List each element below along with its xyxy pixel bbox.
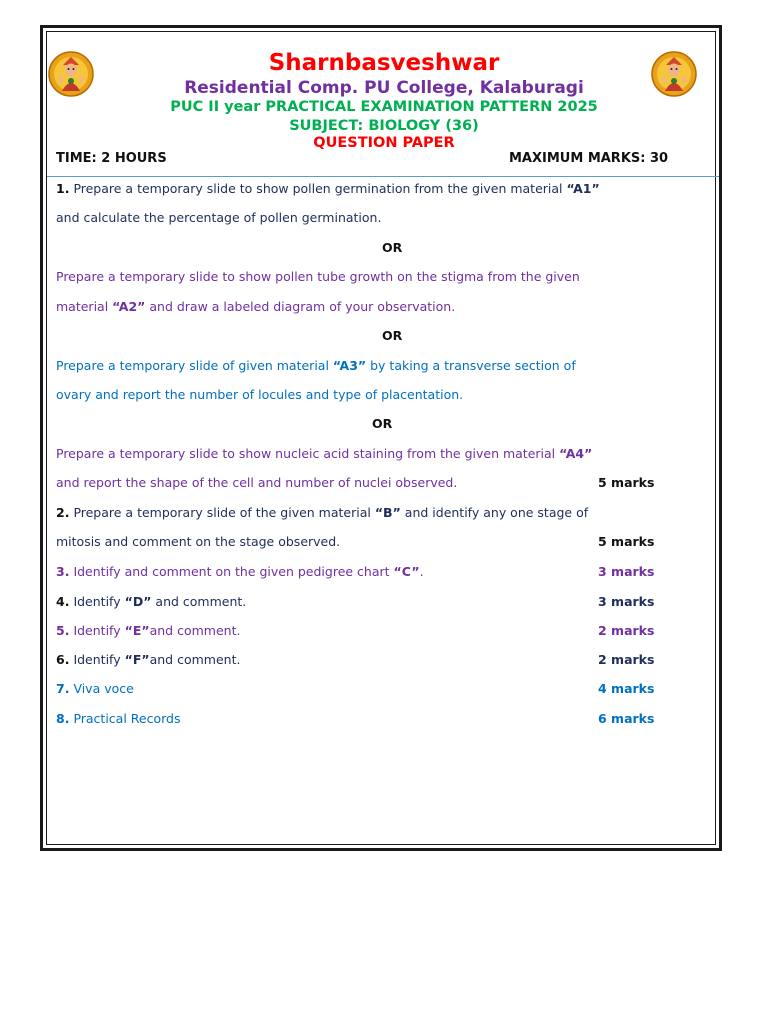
max-marks-label: MAXIMUM MARKS: 30 <box>509 151 669 166</box>
q3-pre: Identify and comment on the given pedigree chart <box>73 564 390 579</box>
q1-a4-code: “A4” <box>559 446 593 461</box>
q7-marks: 4 marks <box>598 681 655 696</box>
q1-a3-line2: ovary and report the number of locules and type of placentation. <box>56 387 464 402</box>
q5-number: 5. <box>56 623 70 638</box>
or-separator-2: OR <box>382 328 403 343</box>
college-subtitle: Residential Comp. PU College, Kalaburagi <box>184 78 584 98</box>
q6-pre: Identify <box>73 652 121 667</box>
paper-title: QUESTION PAPER <box>313 135 455 151</box>
q2-code: “B” <box>374 505 401 520</box>
q1-a1-line1 <box>56 181 600 196</box>
college-title: Sharnbasveshwar <box>268 50 500 76</box>
q1-a2-pre: material <box>56 299 109 314</box>
q1-a2-post: and draw a labeled diagram of your observation. <box>149 299 456 314</box>
q4-pre: Identify <box>73 594 121 609</box>
q2-marks: 5 marks <box>598 534 655 549</box>
or-separator-3: OR <box>372 416 393 431</box>
q2-post: and identify any one stage of <box>404 505 589 520</box>
q2-line2: mitosis and comment on the stage observed. <box>56 534 341 549</box>
header-divider <box>47 176 719 177</box>
q1-a4-line1 <box>56 446 592 461</box>
q2-number: 2. <box>56 505 70 520</box>
q4-line <box>56 594 246 609</box>
q7-number: 7. <box>56 681 70 696</box>
q1-a1-code: “A1” <box>566 181 600 196</box>
q5-marks: 2 marks <box>598 623 655 638</box>
q1-number: 1. <box>56 181 70 196</box>
q8-line <box>56 711 180 726</box>
q7-line <box>56 681 134 696</box>
q1-marks: 5 marks <box>598 475 655 490</box>
q8-text: Practical Records <box>73 711 181 726</box>
q1-a1-text: Prepare a temporary slide to show pollen germination from the given material <box>73 181 563 196</box>
time-label: TIME: 2 HOURS <box>56 151 167 166</box>
or-separator-1: OR <box>382 240 403 255</box>
q3-number: 3. <box>56 564 70 579</box>
q1-a3-pre: Prepare a temporary slide of given material <box>56 358 329 373</box>
q1-a2-line1: Prepare a temporary slide to show pollen tube growth on the stigma from the given <box>56 269 580 284</box>
q3-marks: 3 marks <box>598 564 655 579</box>
q5-post: and comment. <box>149 623 241 638</box>
q3-line <box>56 564 424 579</box>
q5-pre: Identify <box>73 623 121 638</box>
q6-post: and comment. <box>149 652 241 667</box>
q3-code: “C” <box>393 564 420 579</box>
q4-number: 4. <box>56 594 70 609</box>
exam-title: PUC II year PRACTICAL EXAMINATION PATTERN 2025 <box>170 99 598 115</box>
q1-a3-line1 <box>56 358 576 373</box>
q2-line1 <box>56 505 588 520</box>
q1-a4-text: Prepare a temporary slide to show nucleic acid staining from the given material <box>56 446 556 461</box>
q4-code: “D” <box>124 594 152 609</box>
q2-pre: Prepare a temporary slide of the given material <box>73 505 371 520</box>
subject-title: SUBJECT: BIOLOGY (36) <box>289 118 479 134</box>
q6-code: “F” <box>124 652 150 667</box>
q6-line <box>56 652 240 667</box>
q8-number: 8. <box>56 711 70 726</box>
q6-number: 6. <box>56 652 70 667</box>
q1-a3-post: by taking a transverse section of <box>370 358 576 373</box>
q1-a2-line2 <box>56 299 455 314</box>
q8-marks: 6 marks <box>598 711 655 726</box>
q6-marks: 2 marks <box>598 652 655 667</box>
q4-marks: 3 marks <box>598 594 655 609</box>
q1-a4-line2: and report the shape of the cell and number of nuclei observed. <box>56 475 458 490</box>
q5-line <box>56 623 240 638</box>
q4-post: and comment. <box>155 594 247 609</box>
q1-a2-code: “A2” <box>112 299 146 314</box>
q1-a3-code: “A3” <box>332 358 367 373</box>
q1-a1-line2: and calculate the percentage of pollen germination. <box>56 210 382 225</box>
q3-post: . <box>419 564 424 579</box>
q7-text: Viva voce <box>73 681 134 696</box>
q5-code: “E” <box>124 623 150 638</box>
